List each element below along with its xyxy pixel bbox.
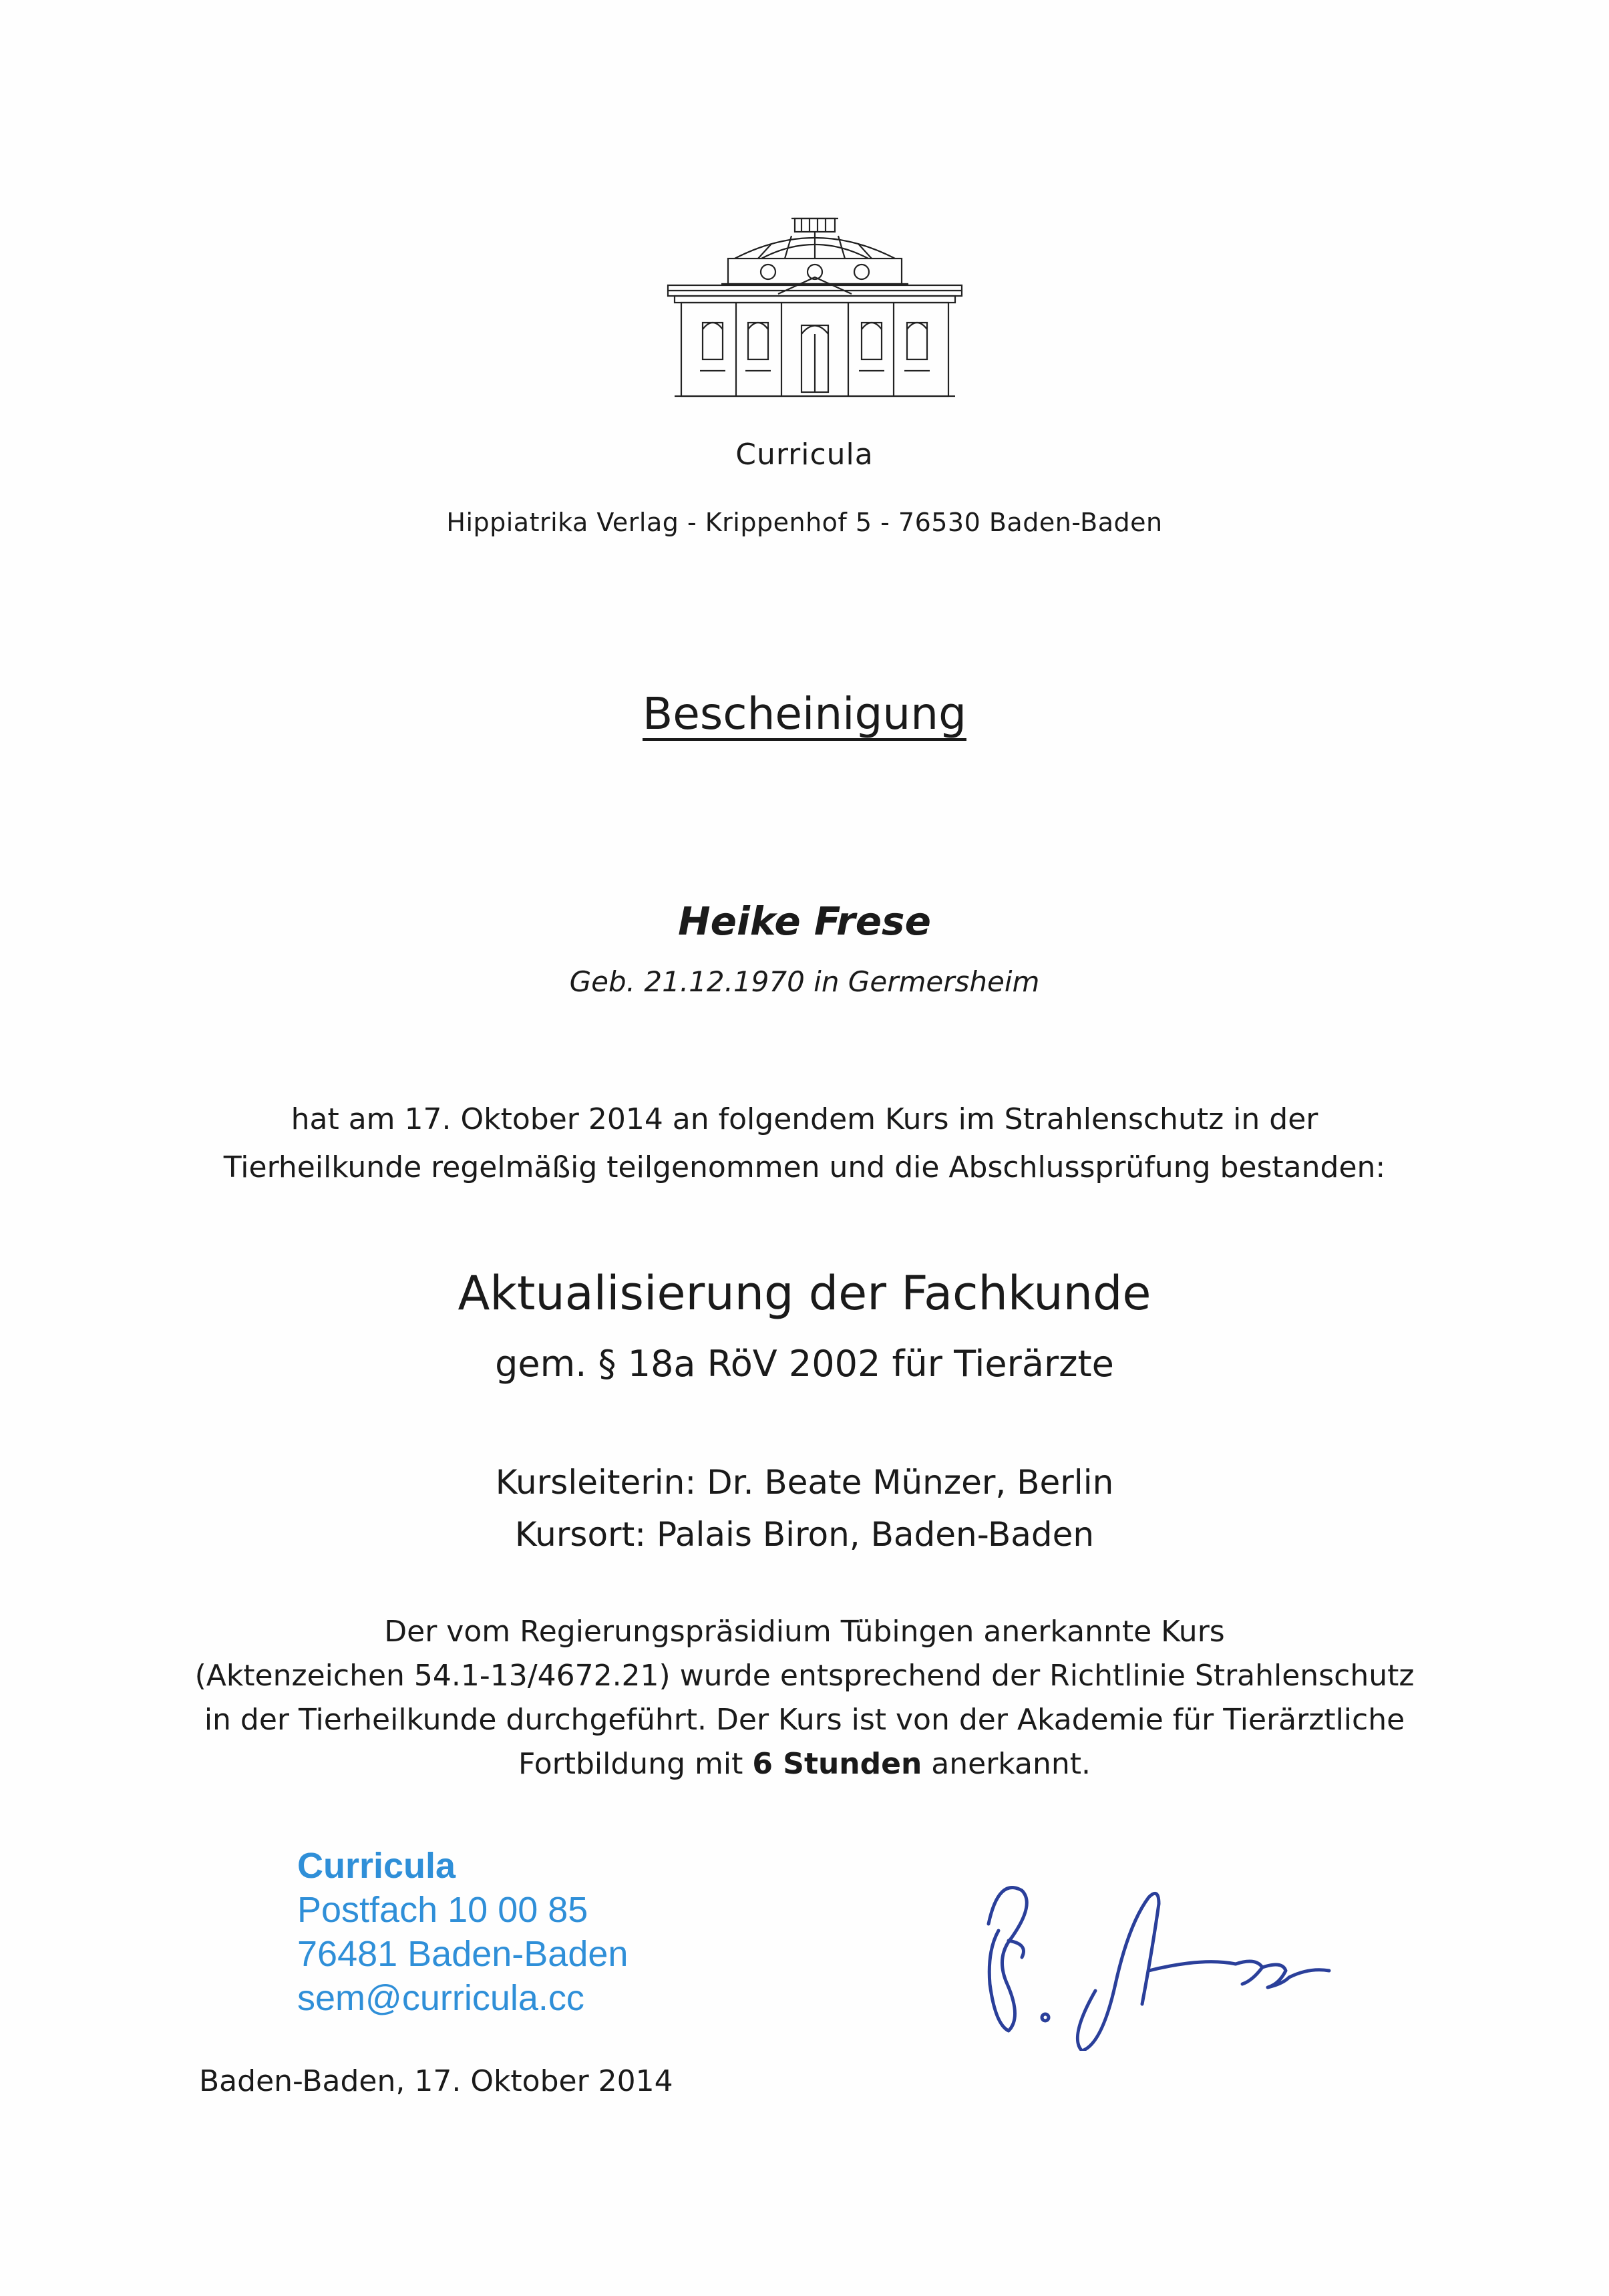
note-line: (Aktenzeichen 54.1-13/4672.21) wurde entsprechend der Richtlinie Strahlenschutz (194, 1659, 1415, 1693)
building-with-dome-icon (661, 210, 968, 401)
course-leader: Kursleiterin: Dr. Beate Münzer, Berlin (495, 1463, 1114, 1502)
intro-paragraph (0, 1096, 1609, 1192)
course-title: Aktualisierung der Fachkunde (458, 1266, 1151, 1321)
intro-line: hat am 17. Oktober 2014 an folgendem Kurs im Strahlenschutz in der (291, 1102, 1318, 1136)
place-and-date: Baden-Baden, 17. Oktober 2014 (199, 2064, 673, 2098)
company-stamp (297, 1844, 628, 2020)
hours-emphasis: 6 Stunden (752, 1747, 922, 1781)
course-details (0, 1456, 1609, 1561)
intro-line: Tierheilkunde regelmäßig teilgenommen und die Abschlussprüfung bestanden: (223, 1150, 1386, 1184)
recipient-name: Heike Frese (678, 898, 931, 944)
document-title (0, 688, 1609, 740)
stamp-line: 76481 Baden-Baden (297, 1934, 629, 1974)
document-title-text: Bescheinigung (643, 688, 966, 740)
note-text: anerkannt. (922, 1747, 1091, 1781)
stamp-line: sem@curricula.cc (297, 1978, 584, 2018)
handwritten-signature-icon (948, 1850, 1376, 2051)
course-location: Kursort: Palais Biron, Baden-Baden (514, 1515, 1095, 1554)
note-text: Fortbildung mit (518, 1747, 753, 1781)
stamp-line: Postfach 10 00 85 (297, 1890, 588, 1930)
note-line: in der Tierheilkunde durchgeführt. Der Kurs ist von der Akademie für Tierärztliche (204, 1703, 1405, 1737)
note-line (0, 1742, 1609, 1786)
course-subtitle: gem. § 18a RöV 2002 für Tierärzte (495, 1343, 1114, 1385)
organization-address: Hippiatrika Verlag - Krippenhof 5 - 76530 Baden-Baden (446, 508, 1163, 537)
stamp-name: Curricula (297, 1846, 456, 1886)
accreditation-note (0, 1610, 1609, 1786)
note-line: Der vom Regierungspräsidium Tübingen anerkannte Kurs (384, 1615, 1225, 1649)
birth-info: Geb. 21.12.1970 in Germersheim (569, 965, 1040, 998)
organization-name: Curricula (735, 438, 874, 472)
